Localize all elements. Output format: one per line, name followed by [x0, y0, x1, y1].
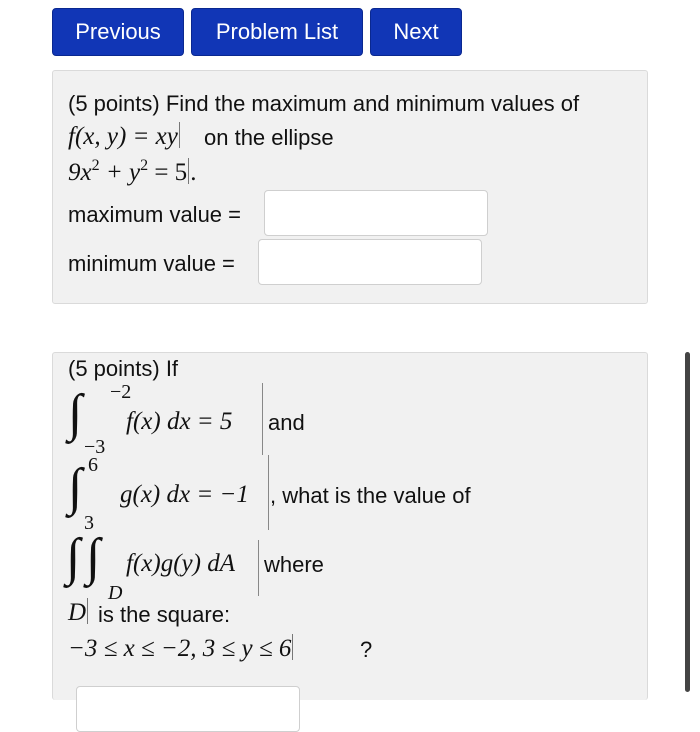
- domain-inequality: [68, 634, 294, 663]
- double-integral-sign-b: ∫: [86, 529, 101, 586]
- next-button[interactable]: Next: [370, 8, 462, 56]
- minimum-value-input[interactable]: [258, 239, 482, 285]
- exponent: 2: [140, 157, 149, 174]
- previous-button[interactable]: Previous: [52, 8, 184, 56]
- integral-2-lower: 3: [84, 512, 94, 534]
- integral-1-text: f(x) dx = 5: [126, 408, 233, 435]
- scrollbar[interactable]: [685, 352, 690, 692]
- square-text: is the square:: [98, 602, 231, 627]
- problem-1-intro: (5 points) Find the maximum and minimum values of: [68, 91, 580, 116]
- maximum-value-input[interactable]: [264, 190, 488, 236]
- max-label: maximum value =: [68, 202, 242, 227]
- ellipse-term-y: + y: [99, 159, 141, 186]
- ellipse-equation: $9x^2 + y^2 = 5$ .: [68, 157, 197, 186]
- exponent: 2: [91, 157, 100, 174]
- question-mark: ?: [360, 637, 373, 662]
- answer-input[interactable]: [76, 686, 300, 732]
- integral-2-expression: [120, 481, 249, 509]
- integral-2-upper: 6: [88, 454, 98, 476]
- text-cursor: [188, 158, 189, 184]
- problem-list-button[interactable]: Problem List: [191, 8, 363, 56]
- integral-2-text: g(x) dx = −1: [120, 481, 249, 508]
- text-cursor: [179, 122, 180, 148]
- double-integral-region: D: [108, 582, 123, 604]
- integral-2-tail: , what is the value of: [270, 483, 471, 508]
- ellipse-label: on the ellipse: [204, 125, 334, 150]
- region-variable: [68, 598, 89, 627]
- problem-2-intro: (5 points) If: [68, 356, 179, 381]
- cursor-line: [262, 383, 263, 455]
- and-label: and: [268, 410, 305, 435]
- integral-1-expression: [126, 408, 232, 436]
- min-label: minimum value =: [68, 251, 235, 276]
- cursor-line: [268, 455, 269, 530]
- integral-1-lower: −3: [84, 436, 106, 458]
- double-integral-text: f(x)g(y) dA: [126, 550, 235, 577]
- double-integral-sign-a: ∫: [66, 529, 81, 586]
- text-cursor: [292, 634, 293, 660]
- function-expression: f(x, y) = xy: [68, 123, 178, 150]
- region-D: D: [68, 599, 87, 626]
- ellipse-rhs: = 5: [148, 159, 188, 186]
- problem-1-function: [68, 122, 181, 151]
- ellipse-term-x: 9x: [68, 159, 92, 186]
- where-label: where: [264, 552, 324, 577]
- integral-sign-2: ∫: [68, 459, 83, 516]
- domain-text: −3 ≤ x ≤ −2, 3 ≤ y ≤ 6: [68, 635, 292, 662]
- cursor-line: [258, 540, 259, 596]
- text-cursor: [87, 598, 88, 624]
- integral-sign-1: ∫: [68, 385, 83, 442]
- integral-1-upper: −2: [110, 381, 132, 403]
- double-integral-expression: [126, 550, 235, 578]
